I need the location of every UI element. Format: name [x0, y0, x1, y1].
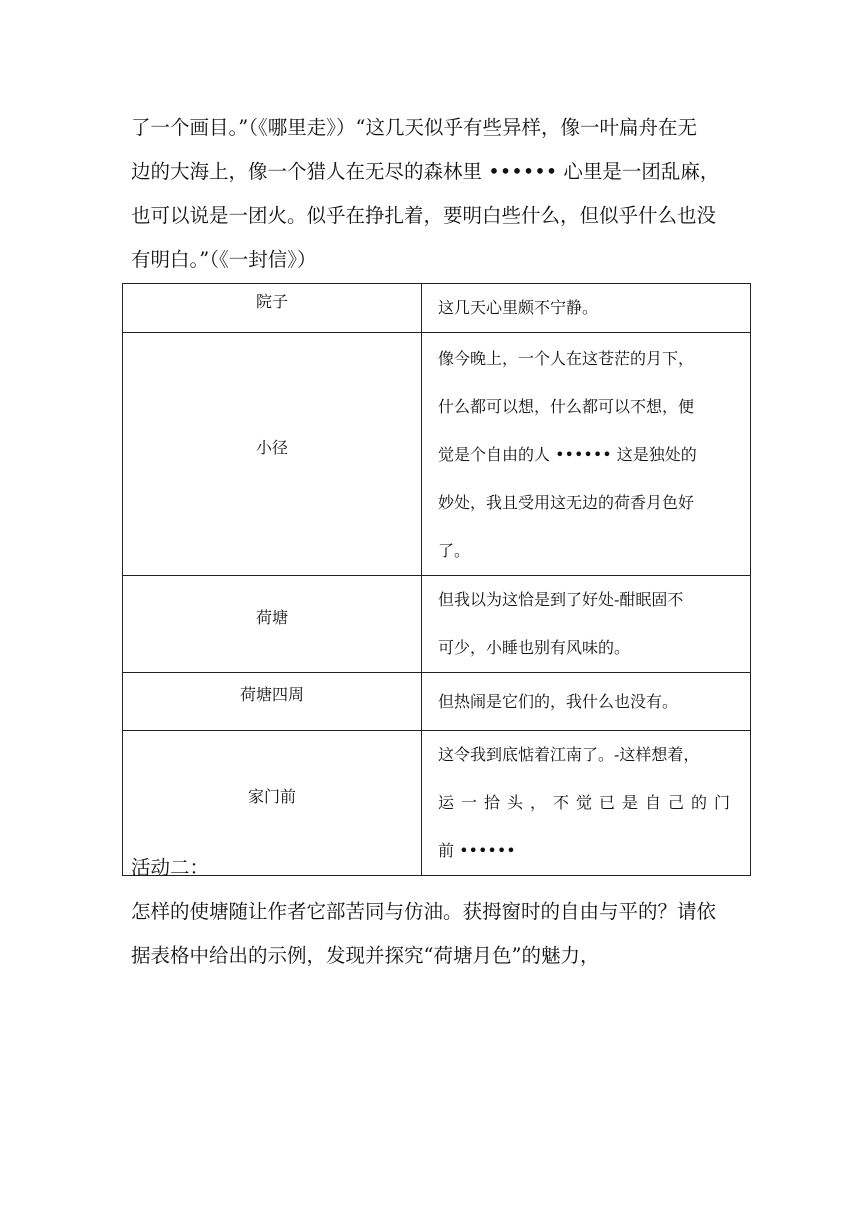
- place-label: 家门前: [247, 786, 296, 806]
- activity-paragraph: [131, 890, 731, 978]
- quote-line: 妙处，我且受用这无边的荷香月色好: [438, 493, 695, 512]
- quote-cell: [422, 673, 751, 731]
- intro-line: 了一个画目。”（《哪里走》）“这几天似乎有些异样，像一叶扁舟在无: [131, 116, 697, 139]
- table-row: [123, 284, 751, 333]
- activity-line: 据表格中给出的示例，发现并探究“荷塘月色”的魅力，: [131, 944, 600, 967]
- place-label: 小径: [255, 437, 288, 457]
- place-label: 荷塘: [255, 607, 288, 627]
- quote-line: 像今晚上，一个人在这苍茫的月下，: [438, 349, 695, 368]
- quote-cell: [422, 333, 751, 576]
- activity-heading-text: 活动二：: [131, 856, 210, 879]
- place-cell: [123, 333, 422, 576]
- place-cell: [123, 576, 422, 673]
- intro-line: 有明白。”（《一封信》）: [131, 248, 317, 271]
- intro-paragraph: [131, 106, 731, 282]
- quote-line: 什么都可以想，什么都可以不想，便: [438, 397, 695, 416]
- quote-line: 了。: [438, 541, 471, 560]
- intro-line: 也可以说是一团火。似乎在挣扎着，要明白些什么，但似乎什么也没: [131, 204, 717, 227]
- place-cell: [123, 284, 422, 333]
- quote-line: 但我以为这恰是到了好处-酣眠固不: [438, 590, 684, 609]
- table-row: [123, 333, 751, 576]
- quote-line: 但热闹是它们的，我什么也没有。: [438, 691, 679, 711]
- intro-line: 边的大海上，像一个猎人在无尽的森林里 •••••• 心里是一团乱麻，: [131, 160, 720, 183]
- table-row: [123, 673, 751, 731]
- place-label: 荷塘四周: [239, 685, 304, 704]
- place-label: 院子: [255, 291, 288, 311]
- quote-line: 前 ••••••: [438, 841, 516, 860]
- quote-line: 可少，小睡也别有风味的。: [438, 638, 631, 657]
- quote-line: 这令我到底惦着江南了。-这样想着，: [438, 745, 700, 764]
- scene-quote-table: [122, 283, 751, 876]
- activity-heading: [131, 846, 731, 890]
- quote-line: 这几天心里颇不宁静。: [438, 298, 599, 317]
- quote-cell: [422, 576, 751, 673]
- quote-line: 运一拾头，不觉已是自己的门: [438, 793, 738, 812]
- table-row: [123, 576, 751, 673]
- quote-cell: [422, 284, 751, 333]
- quote-line: 觉是个自由的人 •••••• 这是独处的: [438, 445, 697, 464]
- place-cell: [123, 673, 422, 731]
- activity-line: 怎样的使塘随让作者它部苦同与仿油。获拇窗时的自由与平的？请依: [131, 900, 717, 923]
